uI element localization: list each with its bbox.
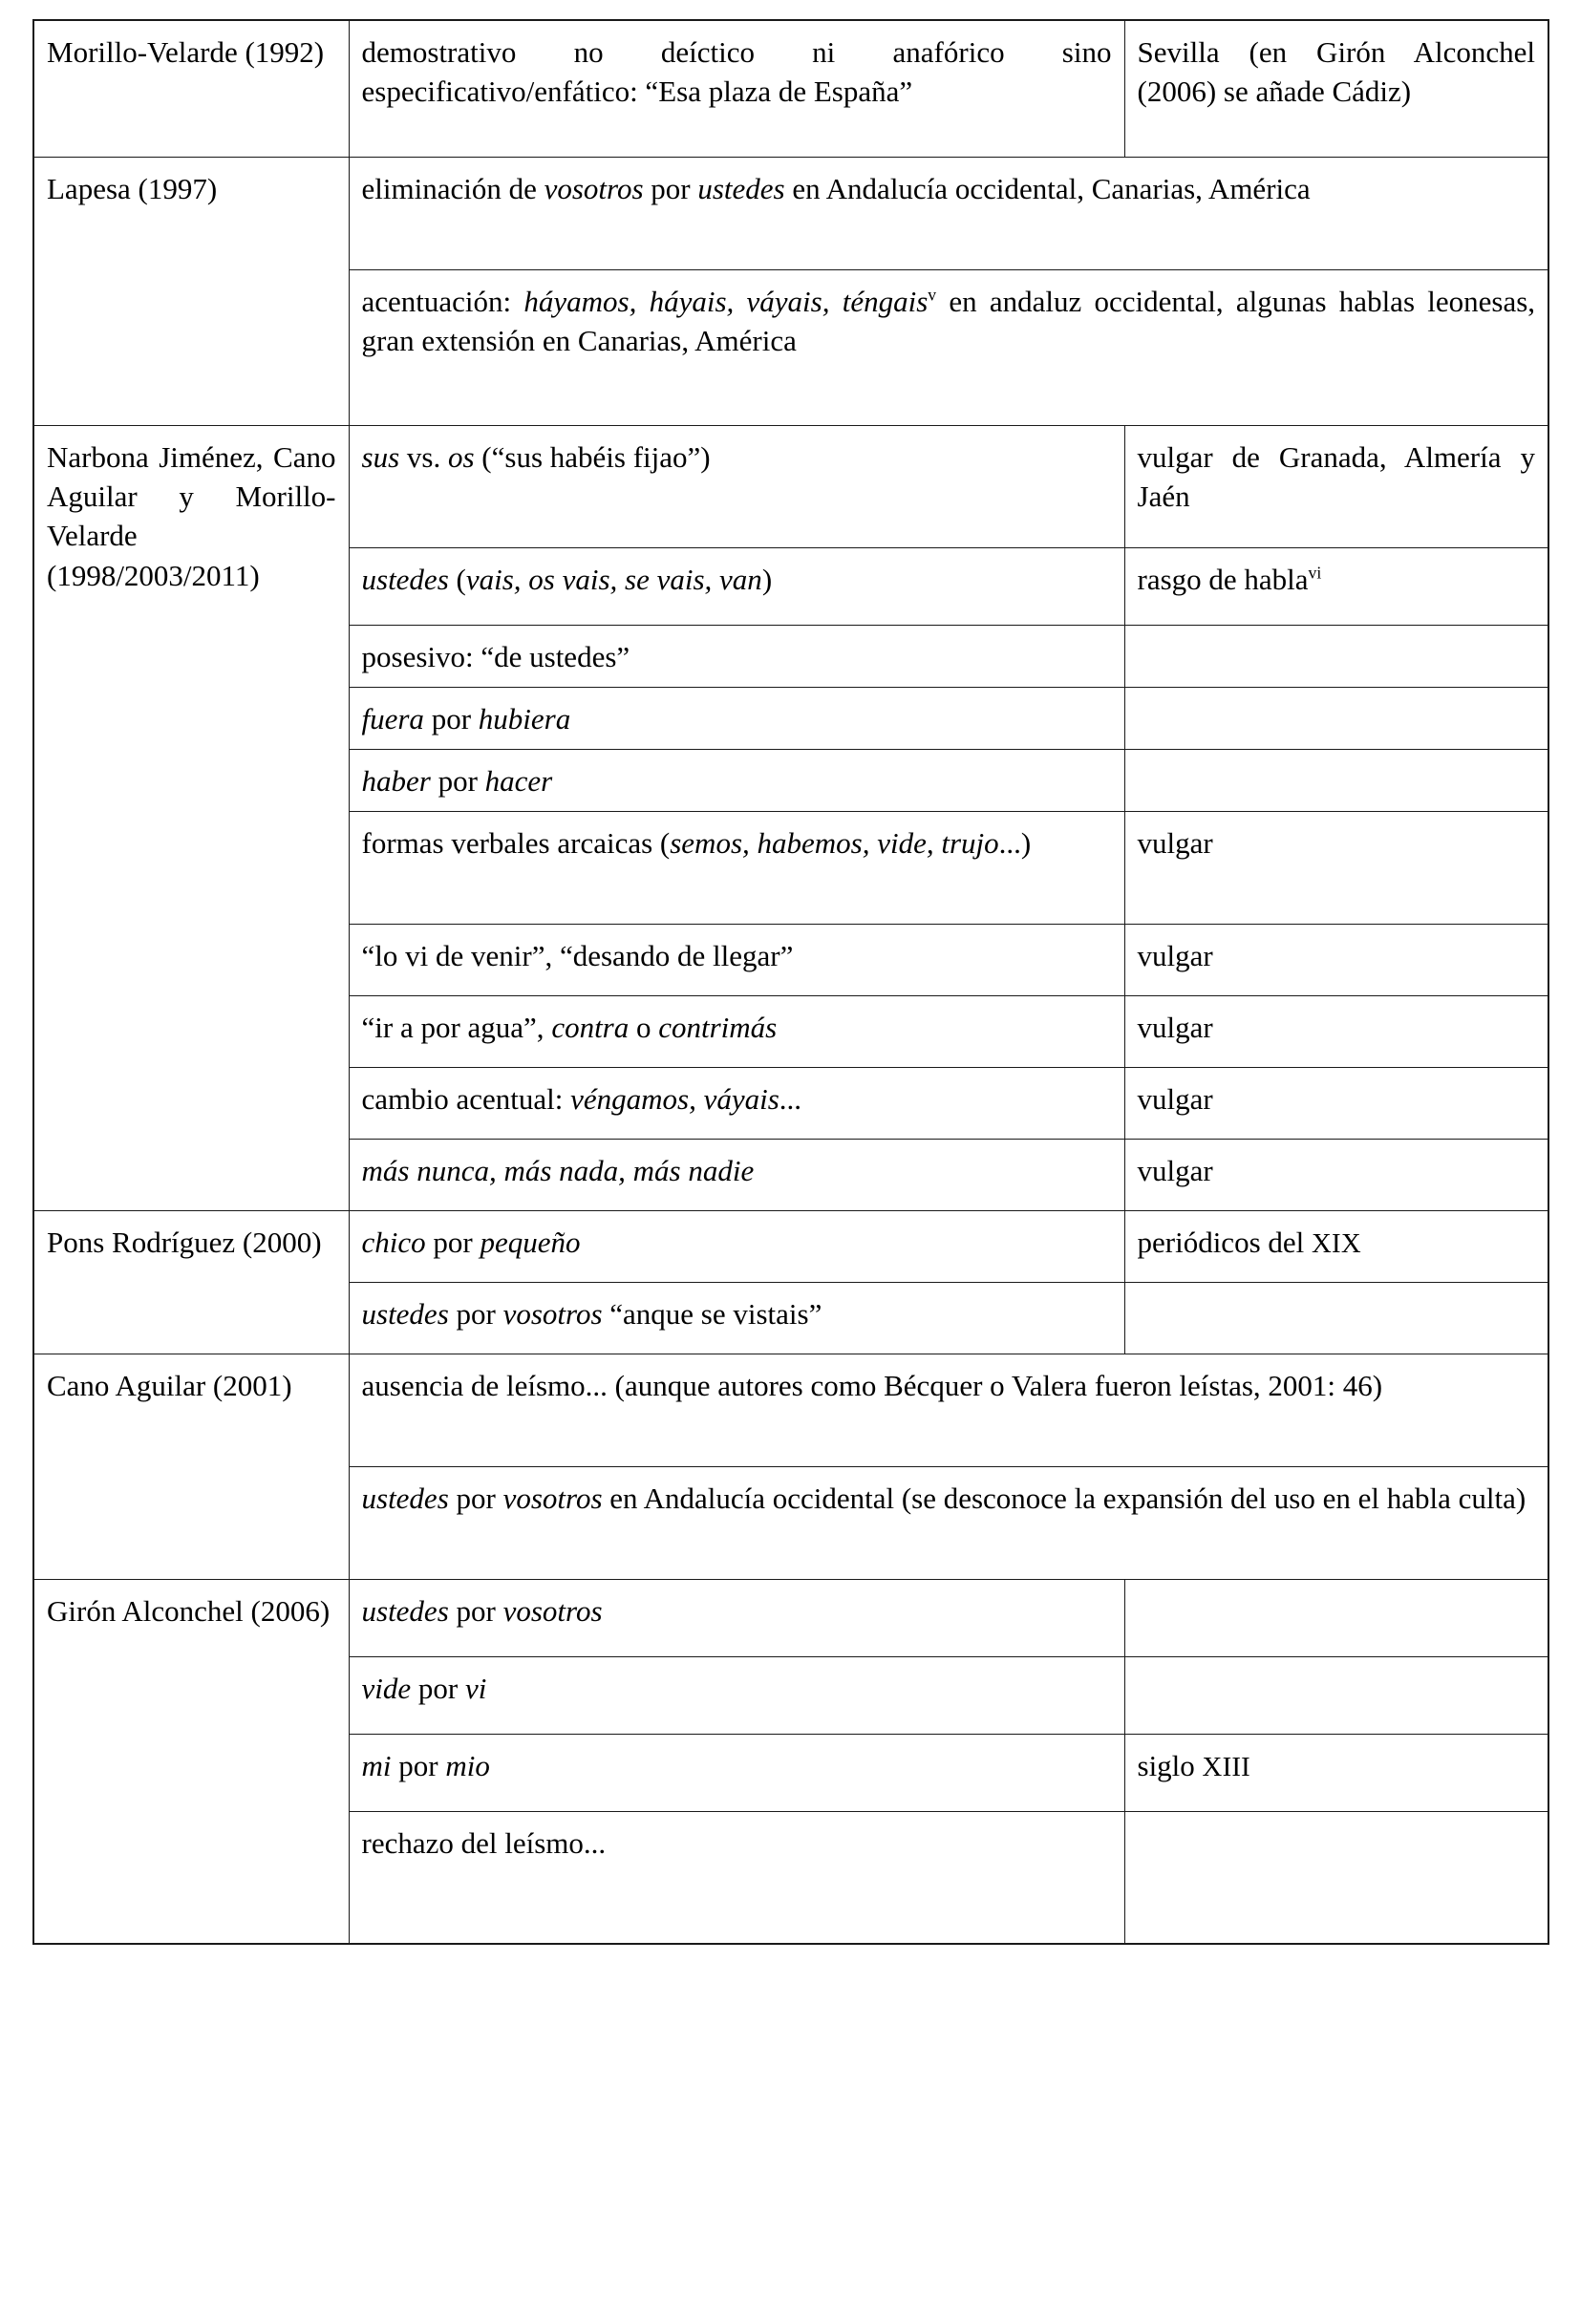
region-text: periódicos del XIX <box>1137 1226 1361 1259</box>
cell-feature-mas-nunca <box>349 1140 1124 1211</box>
cell-author-pons <box>33 1211 349 1354</box>
table-row <box>33 1354 1548 1467</box>
cell-feature-chico-pequeno <box>349 1211 1124 1283</box>
feature-text: ausencia de leísmo... (aunque autores como Bécquer o Valera fueron leístas, 2001: 46) <box>361 1369 1383 1402</box>
cell-region-vulgar <box>1124 925 1548 996</box>
cell-author-morillo <box>33 20 349 158</box>
feature-text: demostrativo no deíctico ni anafórico sino especificativo/enfático: “Esa plaza de España” <box>361 35 1112 109</box>
cell-region-periodicos-xix <box>1124 1211 1548 1283</box>
table-row <box>33 20 1548 158</box>
table-row <box>33 158 1548 270</box>
cell-region-empty <box>1124 688 1548 750</box>
table-body <box>33 20 1548 1944</box>
region-text: vulgar <box>1137 1154 1213 1187</box>
table-row <box>33 426 1548 548</box>
century-numeral: XIII <box>1202 1752 1250 1782</box>
cell-region-empty <box>1124 1657 1548 1735</box>
region-text: vulgar <box>1137 1011 1213 1044</box>
feature-text: chico por pequeño <box>361 1226 581 1259</box>
region-text: vulgar <box>1137 826 1213 860</box>
cell-author-giron <box>33 1580 349 1945</box>
cell-region-vulgar <box>1124 1140 1548 1211</box>
cell-feature-rechazo-leismo <box>349 1812 1124 1945</box>
cell-region-vulgar <box>1124 1068 1548 1140</box>
feature-text: haber por hacer <box>361 764 553 798</box>
cell-feature-lo-vi-venir <box>349 925 1124 996</box>
cell-feature-ustedes-vais <box>349 548 1124 626</box>
feature-text: rechazo del leísmo... <box>361 1826 607 1860</box>
footnote-marker-vi: vi <box>1308 563 1322 583</box>
author-name: Morillo-Velarde (1992) <box>47 35 325 69</box>
cell-region-empty <box>1124 1283 1548 1354</box>
cell-feature-ir-por-agua <box>349 996 1124 1068</box>
table-row <box>33 1580 1548 1657</box>
author-name: Pons Rodríguez (2000) <box>47 1226 322 1259</box>
region-text: rasgo de habla$^{vi}$ <box>1137 563 1322 596</box>
cell-feature-cambio-acentual <box>349 1068 1124 1140</box>
author-name: Cano Aguilar (2001) <box>47 1369 292 1402</box>
author-name: Narbona Jiménez, Cano Aguilar y Morillo-Velarde (1998/2003/2011) <box>47 440 336 592</box>
table-row <box>33 1211 1548 1283</box>
cell-feature-fuera-hubiera <box>349 688 1124 750</box>
cell-region-siglo-xiii <box>1124 1735 1548 1812</box>
feature-text: acentuación: háyamos, háyais, váyais, téngais$^v$ en andaluz occidental, algunas hablas leonesas, gran extensión en Canarias, América <box>361 285 1536 358</box>
author-name: Lapesa (1997) <box>47 172 218 205</box>
cell-feature-ustedes-vosotros <box>349 1580 1124 1657</box>
cell-region-empty <box>1124 1580 1548 1657</box>
region-text: vulgar <box>1137 1082 1213 1116</box>
feature-text: formas verbales arcaicas (semos, habemos, vide, trujo...) <box>361 826 1032 860</box>
cell-feature-sus-os <box>349 426 1124 548</box>
feature-text: fuera por hubiera <box>361 702 571 736</box>
feature-text: cambio acentual: véngamos, váyais... <box>361 1082 802 1116</box>
feature-text: posesivo: “de ustedes” <box>361 640 630 673</box>
cell-feature-vide-vi <box>349 1657 1124 1735</box>
cell-region-granada <box>1124 426 1548 548</box>
region-text: siglo XIII <box>1137 1749 1250 1782</box>
cell-region-empty <box>1124 1812 1548 1945</box>
feature-text: más nunca, más nada, más nadie <box>361 1154 755 1187</box>
cell-feature-mi-mio <box>349 1735 1124 1812</box>
region-text: vulgar de Granada, Almería y Jaén <box>1137 440 1535 514</box>
cell-region-sevilla <box>1124 20 1548 158</box>
cell-feature-demostrativo <box>349 20 1124 158</box>
cell-author-lapesa <box>33 158 349 426</box>
cell-feature-ustedes-andalucia <box>349 1467 1548 1580</box>
author-name: Girón Alconchel (2006) <box>47 1594 331 1628</box>
linguistic-features-table <box>32 19 1549 1945</box>
cell-author-narbona <box>33 426 349 1211</box>
feature-text: sus vs. os (“sus habéis fijao”) <box>361 440 711 474</box>
feature-text: ustedes por vosotros en Andalucía occidental (se desconoce la expansión del uso en el habla culta) <box>361 1482 1527 1515</box>
cell-region-empty <box>1124 750 1548 812</box>
footnote-marker-v: v <box>928 285 937 305</box>
feature-text: “lo vi de venir”, “desando de llegar” <box>361 939 794 972</box>
cell-feature-eliminacion-vosotros <box>349 158 1548 270</box>
feature-text: ustedes (vais, os vais, se vais, van) <box>361 563 773 596</box>
cell-feature-haber-hacer <box>349 750 1124 812</box>
cell-region-rasgo-habla <box>1124 548 1548 626</box>
feature-text: “ir a por agua”, contra o contrimás <box>361 1011 778 1044</box>
cell-region-vulgar <box>1124 996 1548 1068</box>
century-numeral: XIX <box>1312 1228 1361 1259</box>
cell-feature-ausencia-leismo <box>349 1354 1548 1467</box>
cell-feature-anque-vistais <box>349 1283 1124 1354</box>
feature-text: ustedes por vosotros <box>361 1594 603 1628</box>
cell-author-cano <box>33 1354 349 1580</box>
feature-text: eliminación de vosotros por ustedes en Andalucía occidental, Canarias, América <box>361 172 1311 205</box>
cell-region-empty <box>1124 626 1548 688</box>
cell-feature-acentuacion <box>349 270 1548 426</box>
cell-region-vulgar <box>1124 812 1548 925</box>
region-text: Sevilla (en Girón Alconchel (2006) se añade Cádiz) <box>1137 35 1535 109</box>
cell-feature-posesivo <box>349 626 1124 688</box>
feature-text: ustedes por vosotros “anque se vistais” <box>361 1297 822 1331</box>
feature-text: vide por vi <box>361 1672 487 1705</box>
cell-feature-formas-arcaicas <box>349 812 1124 925</box>
region-text: vulgar <box>1137 939 1213 972</box>
feature-text: mi por mio <box>361 1749 490 1782</box>
